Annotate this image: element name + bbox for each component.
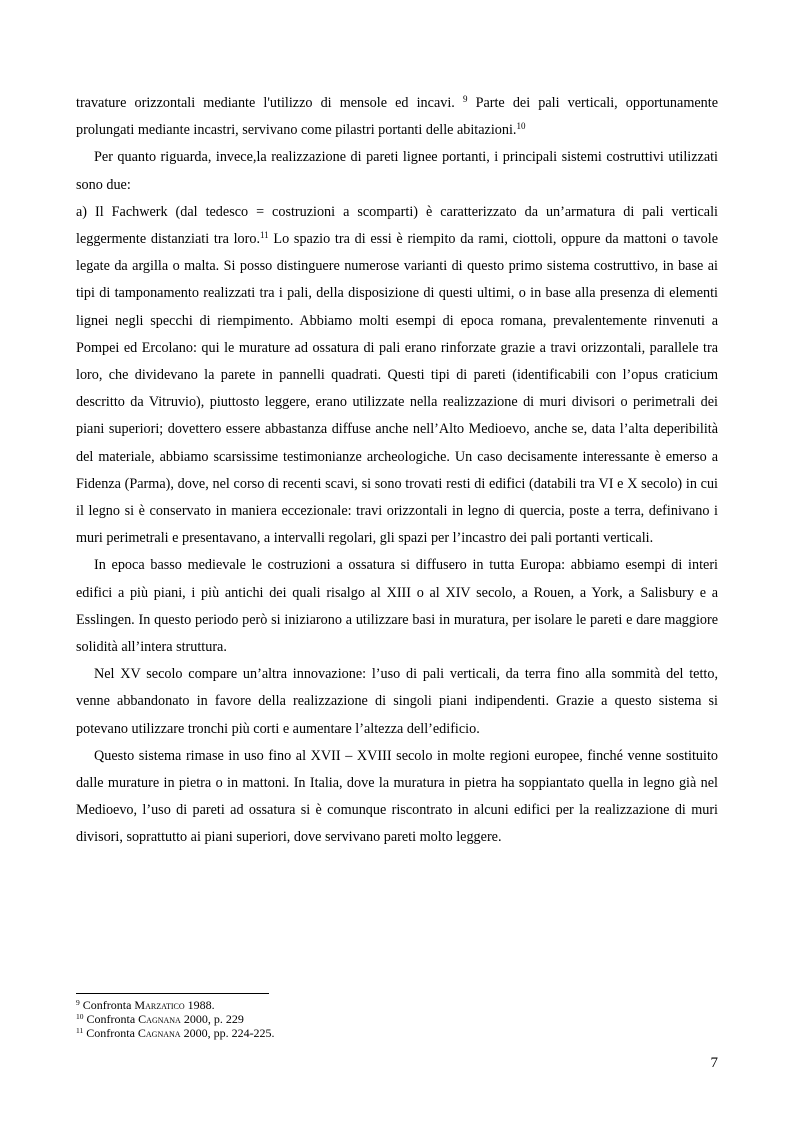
footnote-10-prefix: Confronta [86, 1011, 139, 1026]
paragraph-1-text-b: Parte dei pali verticali, opportunamente prolungati mediante incastri, servivano come pilastri portanti delle abitazioni. [76, 95, 718, 139]
footnote-9-number: 9 [76, 998, 80, 1007]
paragraph-1-text-a: travature orizzontali mediante l'utilizzo di mensole ed incavi. [76, 95, 463, 111]
paragraph-5: Nel XV secolo compare un’altra innovazione: l’uso di pali verticali, da terra fino alla sommità del tetto, venne abbandonato in favore della realizzazione di singoli piani indipendenti. Grazie a questo sistema si potevano utilizzare tronchi più corti e aumentare l’altezza dell’edificio. [76, 666, 718, 737]
footnote-11-number: 11 [76, 1025, 84, 1035]
footnote-11 [76, 1027, 718, 1041]
footnote-ref-9[interactable]: 9 [462, 94, 468, 104]
footnote-10 [76, 1013, 718, 1027]
footnote-10-number: 10 [76, 1011, 84, 1021]
footnote-11-prefix: Confronta [86, 1025, 138, 1040]
footnote-10-suffix: 2000, p. 229 [180, 1011, 244, 1026]
footnote-9-prefix: Confronta [82, 998, 135, 1012]
paragraph-3 [76, 199, 718, 553]
paragraph-2: Per quanto riguarda, invece,la realizzazione di pareti lignee portanti, i principali sistemi costruttivi utilizzati sono due: [76, 149, 718, 193]
footnote-separator [76, 993, 269, 994]
footnote-9-suffix: 1988. [184, 998, 215, 1012]
paragraph-3-text-a: a) Il Fachwerk (dal tedesco = costruzioni a scomparti) è caratterizzato da un’armatura di pali verticali leggermente distanziati tra loro. [76, 203, 718, 248]
footnote-11-author: Cagnana [137, 1025, 181, 1040]
page-number: 7 [710, 1055, 718, 1071]
footnote-11-suffix: 2000, pp. 224-225. [180, 1025, 275, 1040]
footnote-9-author: Marzatico [134, 998, 185, 1012]
paragraph-6: Questo sistema rimase in uso fino al XVII – XVIII secolo in molte regioni europee, finché venne sostituito dalle murature in pietra o in mattoni. In Italia, dove la muratura in pietra ha soppiantato quella in legno già nel Medioevo, l’uso di pareti ad ossatura si è comunque riscontrato in alcuni edifici per la realizzazione di muri divisori, soprattutto ai piani superiori, dove servivano pareti molto leggere. [76, 747, 718, 846]
footnotes [76, 999, 718, 1040]
footnote-ref-10[interactable]: 10 [516, 121, 526, 132]
body-text [76, 90, 718, 852]
footnote-10-author: Cagnana [138, 1011, 181, 1026]
paragraph-3-text-b: Lo spazio tra di essi è riempito da rami, ciottoli, oppure da mattoni o tavole legate da argilla o malta. Si posso distinguere numerose varianti di questo primo sistema costruttivo, in base ai tipi di tamponamento realizzati tra i pali, della disposizione di questi ultimi, o in base alla presenza di elementi lignei negli specchi di riempimento. Abbiamo molti esempi di epoca romana, prevalentemente rinvenuti a Pompei ed Ercolano: qui le murature ad ossatura di pali erano rinforzate grazie a travi orizzontali, parallele tra loro, che dividevano la parete in pannelli quadrati. Questi tipi di pareti (identificabili con l’opus craticium descritto da Vitruvio), piuttosto leggere, erano utilizzate nella realizzazione di muri divisori o perimetrali dei piani superiori; dovettero essere abbastanza diffuse anche nell’Alto Medioevo, anche se, data l’alta deperibilità del materiale, abbiamo scarsissime testimonianze archeologiche. Un caso decisamente interessante è emerso a Fidenza (Parma), dove, nel corso di recenti scavi, si sono trovati resti di edifici (databili tra VI e X secolo) in cui il legno si è conservato in maniera eccezionale: travi orizzontali in legno di quercia, poste a terra, definivano i muri perimetrali e presentavano, a intervalli regolari, gli spazi per l’incastro dei pali portanti verticali. [76, 231, 718, 547]
paragraph-1 [76, 90, 718, 144]
footnote-9 [76, 999, 718, 1013]
paragraph-4: In epoca basso medievale le costruzioni a ossatura si diffusero in tutta Europa: abbiamo esempi di interi edifici a più piani, i più antichi dei quali risalgo al XIII o al XIV secolo, a Rouen, a York, a Salisbury e a Esslingen. In questo periodo però si iniziarono a utilizzare basi in muratura, per isolare le pareti e dare maggiore solidità all’intera struttura. [76, 557, 718, 656]
footnote-ref-11[interactable]: 11 [260, 230, 269, 241]
